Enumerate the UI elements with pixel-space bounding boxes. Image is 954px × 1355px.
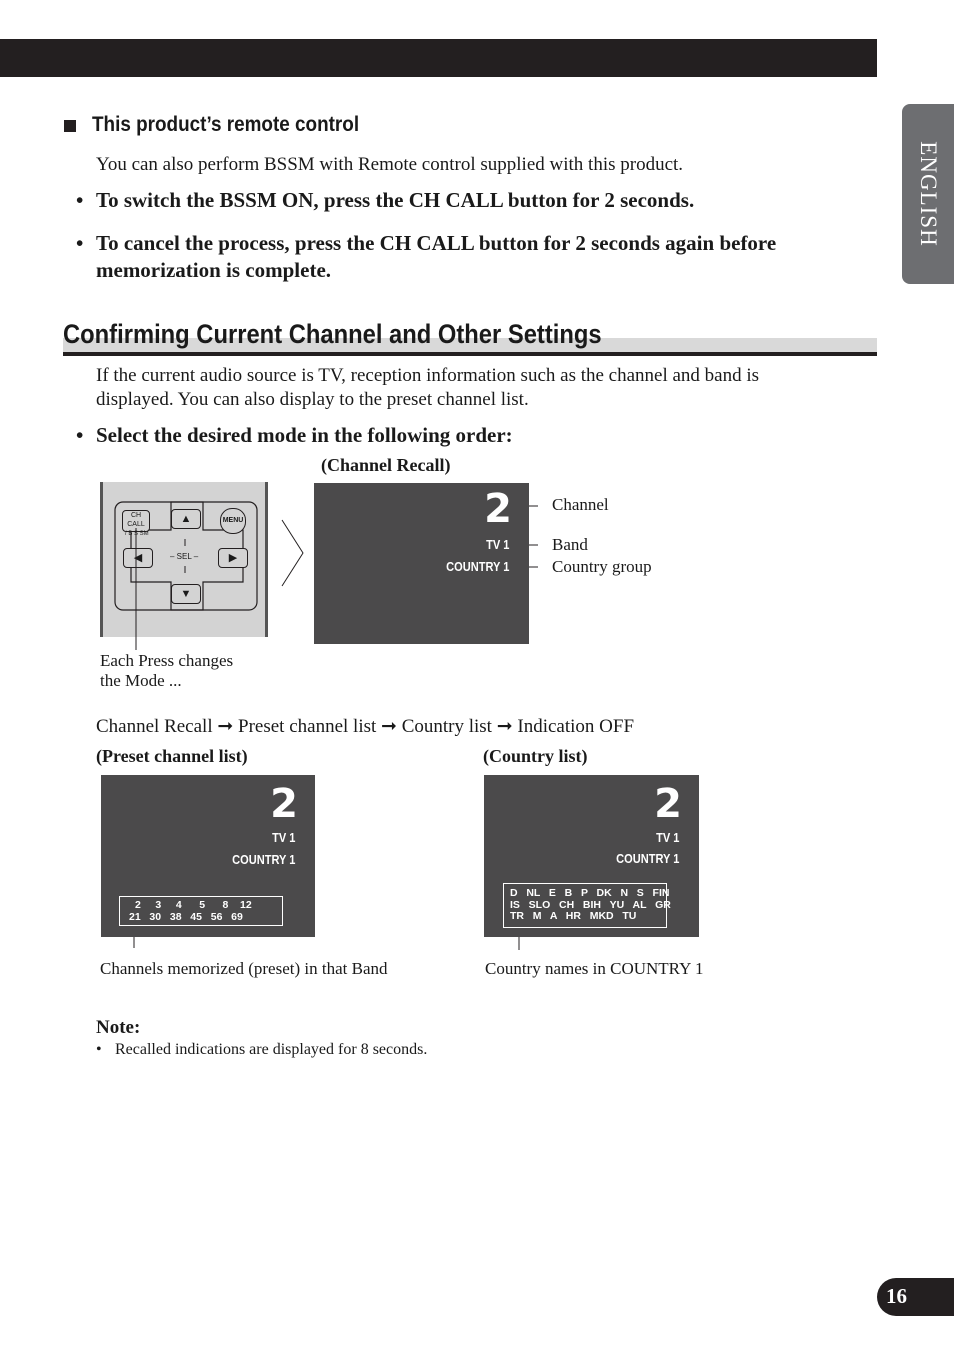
note-title: Note: <box>96 1017 141 1038</box>
left-button[interactable]: ◀ <box>123 548 153 568</box>
sel-label: – SEL – <box>170 552 199 561</box>
channel-number: 2 <box>270 781 298 827</box>
right-button[interactable]: ▶ <box>218 548 248 568</box>
language-tab-label: ENGLISH <box>916 141 941 247</box>
band-label: Band <box>552 535 588 554</box>
channel-number: 2 <box>484 486 512 532</box>
intro-text: You can also perform BSSM with Remote control supplied with this product. <box>96 154 684 175</box>
para-line-2: displayed. You can also display to the preset channel list. <box>96 389 529 410</box>
bullet-dot: • <box>76 423 84 447</box>
channel-recall-display <box>314 483 529 644</box>
country-display <box>484 775 699 937</box>
ch-call-sub-label: CALL <box>127 521 145 528</box>
preset-channels-box <box>119 896 283 926</box>
bullet-2-cont: memorization is complete. <box>96 258 332 282</box>
band-text: TV 1 <box>655 830 679 845</box>
preset-caption: (Preset channel list) <box>96 746 248 766</box>
preset-display <box>101 775 315 937</box>
seq-indication-off: Indication OFF <box>517 716 635 737</box>
country-row-1: D NL E B P DK N S FIN <box>510 887 670 899</box>
arrow-icon: ➞ <box>381 716 397 737</box>
band-text: TV 1 <box>485 537 509 552</box>
page-number: 16 <box>886 1284 907 1308</box>
remote-note-1: Each Press changes <box>100 651 234 670</box>
band-text: TV 1 <box>271 830 295 845</box>
preset-row-2: 21 30 38 45 56 69 <box>129 911 243 923</box>
note-bullet: • <box>96 1041 102 1058</box>
arrow-icon: ➞ <box>496 716 513 737</box>
group-text: COUNTRY 1 <box>445 559 509 574</box>
bssm-label: / B S SM <box>125 531 149 537</box>
channel-label: Channel <box>552 495 609 514</box>
seq-preset-list: Preset channel list <box>238 716 377 737</box>
preset-label: Channels memorized (preset) in that Band <box>100 959 388 978</box>
down-button[interactable]: ▼ <box>171 584 201 604</box>
channel-recall-caption: (Channel Recall) <box>321 455 451 475</box>
remote-note-2: the Mode ... <box>100 671 182 690</box>
channel-number: 2 <box>654 781 682 827</box>
ch-call-label: CH <box>130 512 142 519</box>
page-heading: Confirming Current Channel and Other Settings <box>63 319 602 349</box>
bullet-dot: • <box>76 188 84 212</box>
note-item: Recalled indications are displayed for 8 seconds. <box>115 1041 428 1058</box>
bullet-1: To switch the BSSM ON, press the CH CALL button for 2 seconds. <box>96 188 695 212</box>
group-text: COUNTRY 1 <box>615 851 679 866</box>
page-number-badge <box>877 1278 954 1316</box>
country-group-label: Country group <box>552 557 652 576</box>
country-row-2: IS SLO CH BIH YU AL GR <box>510 899 671 911</box>
seq-country-list: Country list <box>401 716 492 737</box>
section-title: This product’s remote control <box>92 113 360 136</box>
bullet-2: To cancel the process, press the CH CALL button for 2 seconds again before <box>96 231 777 255</box>
arrow-icon: ➞ <box>217 716 234 737</box>
mode-sequence <box>96 715 634 739</box>
bullet-dot: • <box>76 231 84 255</box>
select-mode-text: Select the desired mode in the following order: <box>96 423 513 447</box>
country-label: Country names in COUNTRY 1 <box>485 959 704 978</box>
para-line-1: If the current audio source is TV, reception information such as the channel and band is <box>96 365 760 386</box>
country-names-box <box>503 883 671 928</box>
up-button[interactable]: ▲ <box>171 509 201 529</box>
menu-button[interactable]: MENU <box>220 508 246 534</box>
seq-channel-recall: Channel Recall <box>96 716 213 737</box>
country-caption: (Country list) <box>483 746 588 766</box>
preset-row-1: 2 3 4 5 8 12 <box>135 899 252 911</box>
country-row-3: TR M A HR MKD TU <box>510 910 637 922</box>
group-text: COUNTRY 1 <box>231 852 295 867</box>
